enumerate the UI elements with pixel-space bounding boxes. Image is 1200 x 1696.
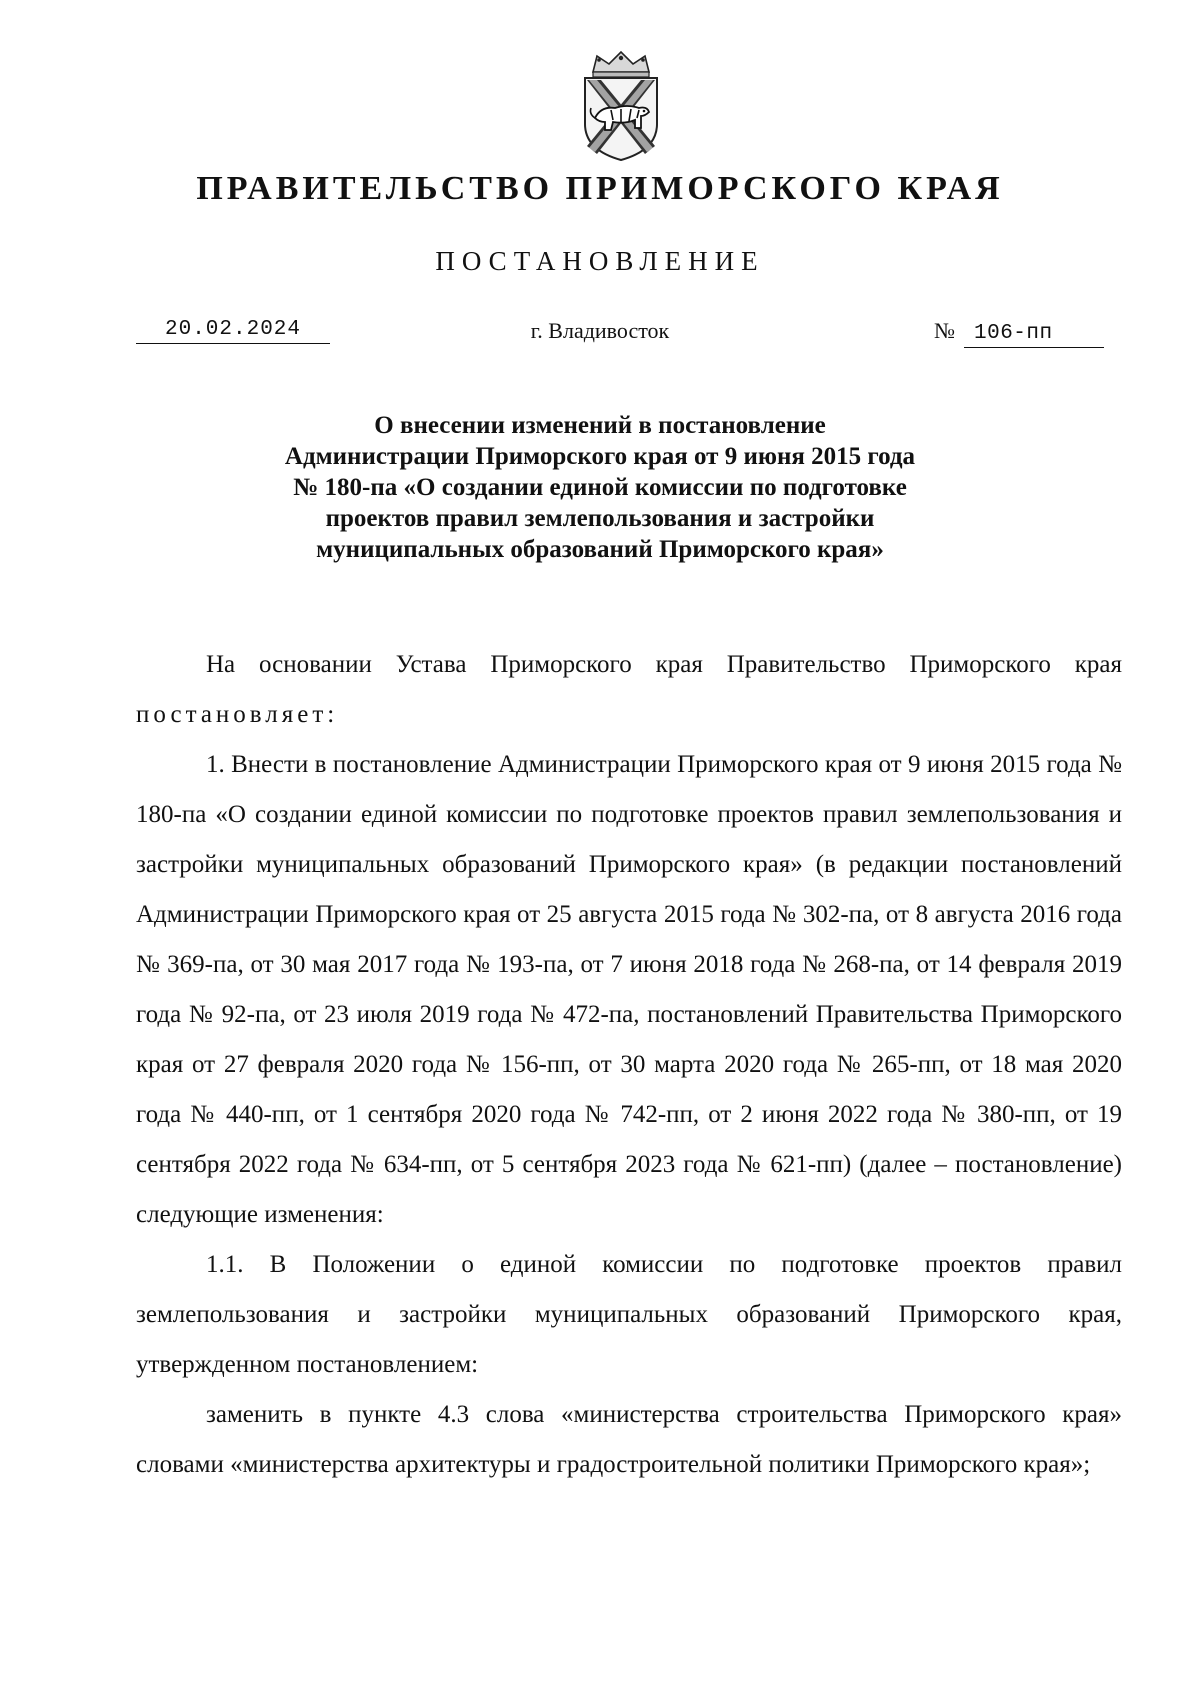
coat-of-arms-icon xyxy=(575,50,667,162)
subject-line: О внесении изменений в постановление xyxy=(374,412,826,439)
document-type: ПОСТАНОВЛЕНИЕ xyxy=(435,246,765,276)
document-meta-row xyxy=(0,318,1200,358)
document-city: г. Владивосток xyxy=(530,318,670,343)
document-subject xyxy=(150,410,1050,565)
body-paragraph-preamble xyxy=(136,640,1122,740)
government-title: ПРАВИТЕЛЬСТВО ПРИМОРСКОГО КРАЯ xyxy=(196,170,1004,207)
number-value: 106-пп xyxy=(964,322,1104,348)
preamble-text: На основании Устава Приморского края Правительство Приморского края xyxy=(206,651,1122,678)
body-paragraph-item-1: 1. Внести в постановление Администрации Приморского края от 9 июня 2015 года № 180-па «О создании единой комиссии по подготовке проектов правил землепользования и застройки муниципальных образований Приморского края» (в редакции постановлений Администрации Приморского края от 25 августа 2015 года № 302-па, от 8 августа 2016 года № 369-па, от 30 мая 2017 года № 193-па, от 7 июня 2018 года № 268-па, от 14 февраля 2019 года № 92-па, от 23 июля 2019 года № 472-па, постановлений Правительства Приморского края от 27 февраля 2020 года № 156-пп, от 30 марта 2020 года № 265-пп, от 18 мая 2020 года № 440-пп, от 1 сентября 2020 года № 742-пп, от 2 июня 2022 года № 380-пп, от 19 сентября 2022 года № 634-пп, от 5 сентября 2023 года № 621-пп) (далее – постановление) следующие изменения: xyxy=(136,751,1122,1228)
document-body xyxy=(136,640,1122,1490)
coat-of-arms-graphic xyxy=(575,50,667,162)
number-sign: № xyxy=(934,318,955,343)
subject-line: муниципальных образований Приморского края» xyxy=(316,536,884,563)
resolves-word: постановляет xyxy=(136,701,328,728)
document-date: 20.02.2024 xyxy=(136,318,330,344)
subject-line: Администрации Приморского края от 9 июня 2015 года xyxy=(284,443,916,470)
preamble-colon: : xyxy=(327,701,335,728)
body-paragraph-replacement: заменить в пункте 4.3 слова «министерства строительства Приморского края» словами «министерства архитектуры и градостроительной политики Приморского края»; xyxy=(136,1401,1122,1478)
subject-line: проектов правил землепользования и застройки xyxy=(325,505,875,532)
subject-line: № 180-па «О создании единой комиссии по подготовке xyxy=(293,474,907,501)
body-paragraph-item-1-1: 1.1. В Положении о единой комиссии по подготовке проектов правил землепользования и застройки муниципальных образований Приморского края, утвержденном постановлением: xyxy=(136,1251,1122,1378)
document-number xyxy=(934,318,1110,348)
